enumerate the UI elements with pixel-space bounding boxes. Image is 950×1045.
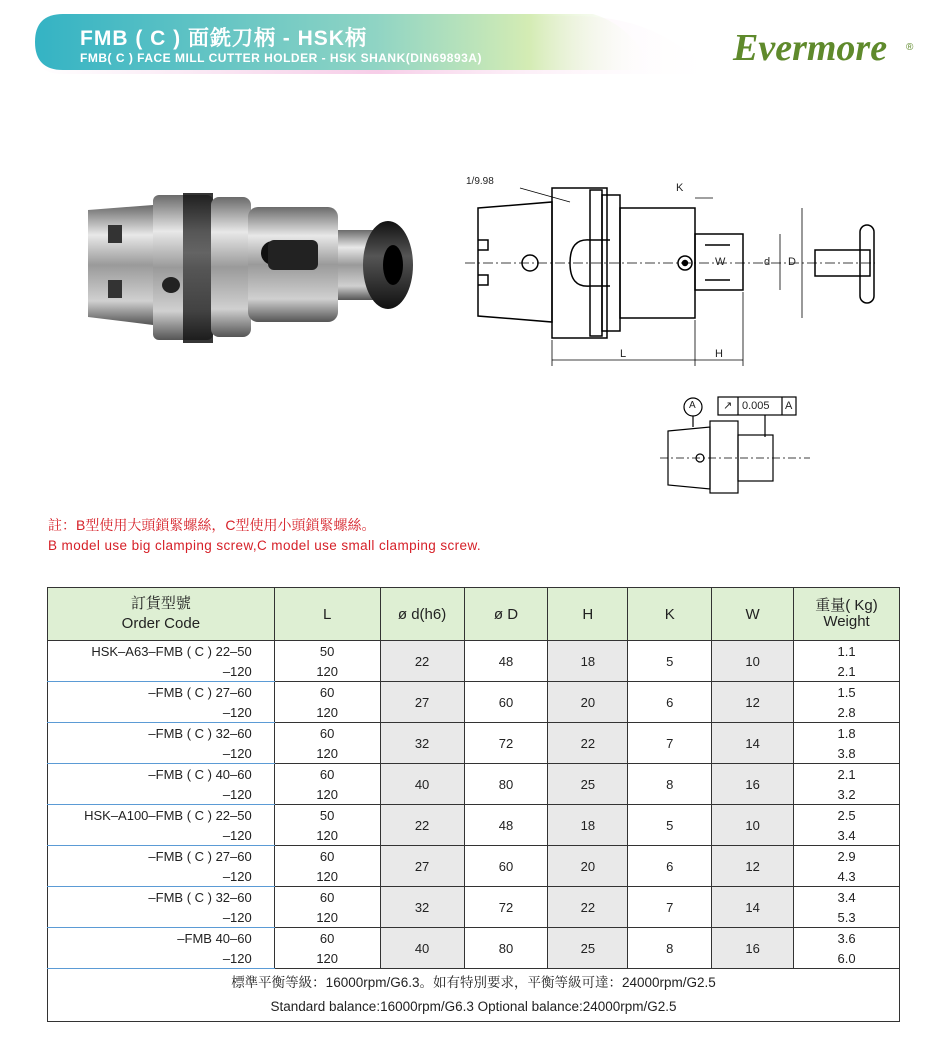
key-width-cell: 6 [628,846,712,887]
weight-cell: 2.8 [794,702,900,723]
order-code-cell: –FMB ( C ) 27–60 [48,846,275,867]
header-L: L [274,588,380,641]
order-code-cell: HSK–A63–FMB ( C ) 22–50 [48,641,275,662]
table-row [48,682,900,703]
weight-cell: 4.3 [794,866,900,887]
table-header-row [48,588,900,641]
order-code-cell: –120 [48,948,275,969]
registered-mark: ® [906,42,914,53]
order-code-cell: –FMB ( C ) 32–60 [48,887,275,908]
header-order-code [48,588,275,641]
slot-width-cell: 16 [712,928,794,969]
outer-diameter-cell: 72 [464,887,548,928]
weight-cell: 3.2 [794,784,900,805]
bore-diameter-cell: 27 [380,846,464,887]
length-cell: 120 [274,907,380,928]
order-code-cell: –120 [48,907,275,928]
order-code-cell: –120 [48,661,275,682]
height-cell: 18 [548,641,628,682]
table-row [48,641,900,662]
tolerance-ref: A [785,400,793,412]
weight-cell: 3.8 [794,743,900,764]
key-width-cell: 8 [628,928,712,969]
technical-drawing [460,170,880,375]
length-cell: 50 [274,805,380,826]
slot-width-cell: 14 [712,723,794,764]
header-weight [794,588,900,641]
table-body [48,641,900,969]
length-cell: 50 [274,641,380,662]
slot-width-cell: 10 [712,641,794,682]
product-photo [83,185,413,355]
spec-table [47,587,900,1022]
length-cell: 60 [274,928,380,949]
drawing-label-H: H [715,348,723,360]
height-cell: 22 [548,887,628,928]
weight-cell: 1.8 [794,723,900,744]
header-weight-cn: 重量( Kg) [815,597,878,614]
bore-diameter-cell: 32 [380,723,464,764]
header-K: K [628,588,712,641]
height-cell: 20 [548,682,628,723]
weight-cell: 1.1 [794,641,900,662]
table-row [48,846,900,867]
weight-cell: 3.6 [794,928,900,949]
drawing-label-D: D [788,256,796,268]
slot-width-cell: 16 [712,764,794,805]
drawing-label-d: d [764,256,771,268]
tolerance-symbol: ↗ [723,400,733,412]
bore-diameter-cell: 32 [380,887,464,928]
height-cell: 22 [548,723,628,764]
outer-diameter-cell: 60 [464,682,548,723]
order-code-cell: –FMB 40–60 [48,928,275,949]
order-code-cell: HSK–A100–FMB ( C ) 22–50 [48,805,275,826]
bore-diameter-cell: 40 [380,928,464,969]
header-order-code-cn: 訂貨型號 [130,595,191,612]
outer-diameter-cell: 48 [464,805,548,846]
height-cell: 18 [548,805,628,846]
order-code-cell: –120 [48,702,275,723]
balance-note-cn: 標準平衡等級：16000rpm/G6.3。如有特別要求，平衡等級可達：24000rpm/G2.5 [231,975,716,990]
order-code-cell: –FMB ( C ) 40–60 [48,764,275,785]
drawing-label-K: K [676,182,684,194]
weight-cell: 1.5 [794,682,900,703]
length-cell: 120 [274,702,380,723]
length-cell: 120 [274,948,380,969]
weight-cell: 2.1 [794,661,900,682]
note-english: B model use big clamping screw,C model use small clamping screw. [48,538,482,553]
weight-cell: 6.0 [794,948,900,969]
page-title: FMB ( C ) 面銑刀柄 - HSK柄 [80,27,367,50]
length-cell: 60 [274,764,380,785]
length-cell: 120 [274,743,380,764]
header-H: H [548,588,628,641]
runout-drawing [660,395,810,500]
order-code-cell: –120 [48,743,275,764]
table-footer-row [48,969,900,1022]
outer-diameter-cell: 80 [464,764,548,805]
drawing-label-W: W [715,256,726,268]
order-code-cell: –120 [48,825,275,846]
bore-diameter-cell: 27 [380,682,464,723]
order-code-cell: –120 [48,784,275,805]
height-cell: 25 [548,764,628,805]
key-width-cell: 5 [628,805,712,846]
header-weight-en: Weight [823,613,870,630]
weight-cell: 2.5 [794,805,900,826]
height-cell: 25 [548,928,628,969]
balance-note [48,969,900,1022]
header-order-code-en: Order Code [121,615,201,632]
length-cell: 120 [274,784,380,805]
key-width-cell: 5 [628,641,712,682]
table-row [48,764,900,785]
outer-diameter-cell: 72 [464,723,548,764]
length-cell: 60 [274,846,380,867]
order-code-cell: –FMB ( C ) 32–60 [48,723,275,744]
slot-width-cell: 12 [712,682,794,723]
height-cell: 20 [548,846,628,887]
key-width-cell: 6 [628,682,712,723]
length-cell: 120 [274,661,380,682]
outer-diameter-cell: 48 [464,641,548,682]
weight-cell: 3.4 [794,887,900,908]
brand-logo: Evermore [733,27,888,69]
header-D: ø D [464,588,548,641]
length-cell: 60 [274,723,380,744]
table-row [48,805,900,826]
order-code-cell: –FMB ( C ) 27–60 [48,682,275,703]
header-W: W [712,588,794,641]
key-width-cell: 8 [628,764,712,805]
length-cell: 60 [274,887,380,908]
drawing-label-L: L [620,348,627,360]
bore-diameter-cell: 40 [380,764,464,805]
order-code-cell: –120 [48,866,275,887]
table-row [48,887,900,908]
outer-diameter-cell: 60 [464,846,548,887]
note-chinese: 註：B型使用大頭鎖緊螺絲，C型使用小頭鎖緊螺絲。 [48,517,376,533]
weight-cell: 2.1 [794,764,900,785]
bore-diameter-cell: 22 [380,805,464,846]
weight-cell: 5.3 [794,907,900,928]
datum-label: A [689,400,696,411]
tolerance-value: 0.005 [742,400,770,412]
balance-note-en: Standard balance:16000rpm/G6.3 Optional balance:24000rpm/G2.5 [270,999,677,1014]
header-d: ø d(h6) [380,588,464,641]
slot-width-cell: 12 [712,846,794,887]
page-subtitle: FMB( C ) FACE MILL CUTTER HOLDER - HSK SHANK(DIN69893A) [80,51,482,65]
weight-cell: 3.4 [794,825,900,846]
weight-cell: 2.9 [794,846,900,867]
table-row [48,928,900,949]
drawing-label-taper: 1/9.98 [466,176,494,187]
bore-diameter-cell: 22 [380,641,464,682]
table-row [48,723,900,744]
key-width-cell: 7 [628,723,712,764]
slot-width-cell: 14 [712,887,794,928]
length-cell: 120 [274,825,380,846]
outer-diameter-cell: 80 [464,928,548,969]
key-width-cell: 7 [628,887,712,928]
length-cell: 60 [274,682,380,703]
slot-width-cell: 10 [712,805,794,846]
length-cell: 120 [274,866,380,887]
